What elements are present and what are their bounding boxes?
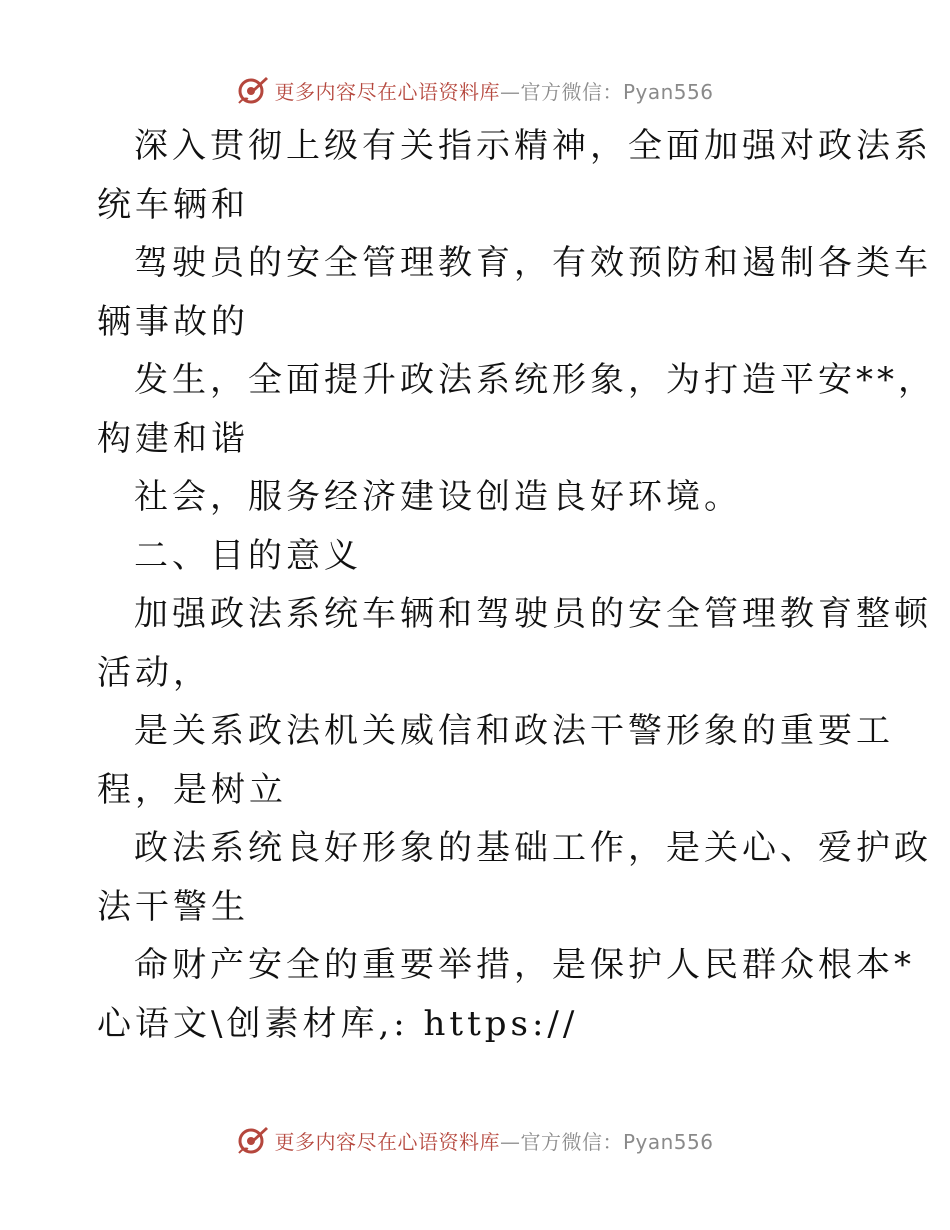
text-line: 发生，全面提升政法系统形象，为打造平安**， [134,360,936,400]
text-line: 构建和谐 [97,418,249,459]
text-line: 社会，服务经济建设创造良好环境。 [134,477,742,517]
watermark-separator: — [499,79,521,104]
text-line: 心语文\创素材库,: https:// [97,1003,579,1044]
text-line: 程，是树立 [97,769,287,810]
text-line: 统车辆和 [97,184,249,225]
section-heading: 二、目的意义 [134,535,362,576]
watermark-contact: 官方微信：Pyan556 [520,1129,714,1154]
text-line: 活动， [97,652,211,693]
document-body [97,117,936,1053]
text-line: 是关系政法机关威信和政法干警形象的重要工 [134,711,894,751]
text-line: 辆事故的 [97,301,249,342]
watermark-separator: — [499,1129,521,1154]
watermark-link[interactable]: 更多内容尽在心语资料库 [274,79,500,104]
watermark-link[interactable]: 更多内容尽在心语资料库 [274,1129,500,1154]
pen-logo-icon [236,1123,270,1157]
watermark-contact: 官方微信：Pyan556 [520,79,714,104]
text-line: 政法系统良好形象的基础工作，是关心、爱护政 [134,828,932,868]
header-watermark [0,70,950,110]
pen-logo-icon [236,73,270,107]
text-line: 命财产安全的重要举措，是保护人民群众根本* [134,945,915,985]
text-line: 深入贯彻上级有关指示精神，全面加强对政法系 [134,126,932,166]
text-line: 驾驶员的安全管理教育，有效预防和遏制各类车 [134,243,932,283]
footer-watermark [0,1120,950,1160]
text-line: 法干警生 [97,886,249,927]
text-line: 加强政法系统车辆和驾驶员的安全管理教育整顿 [134,594,932,634]
